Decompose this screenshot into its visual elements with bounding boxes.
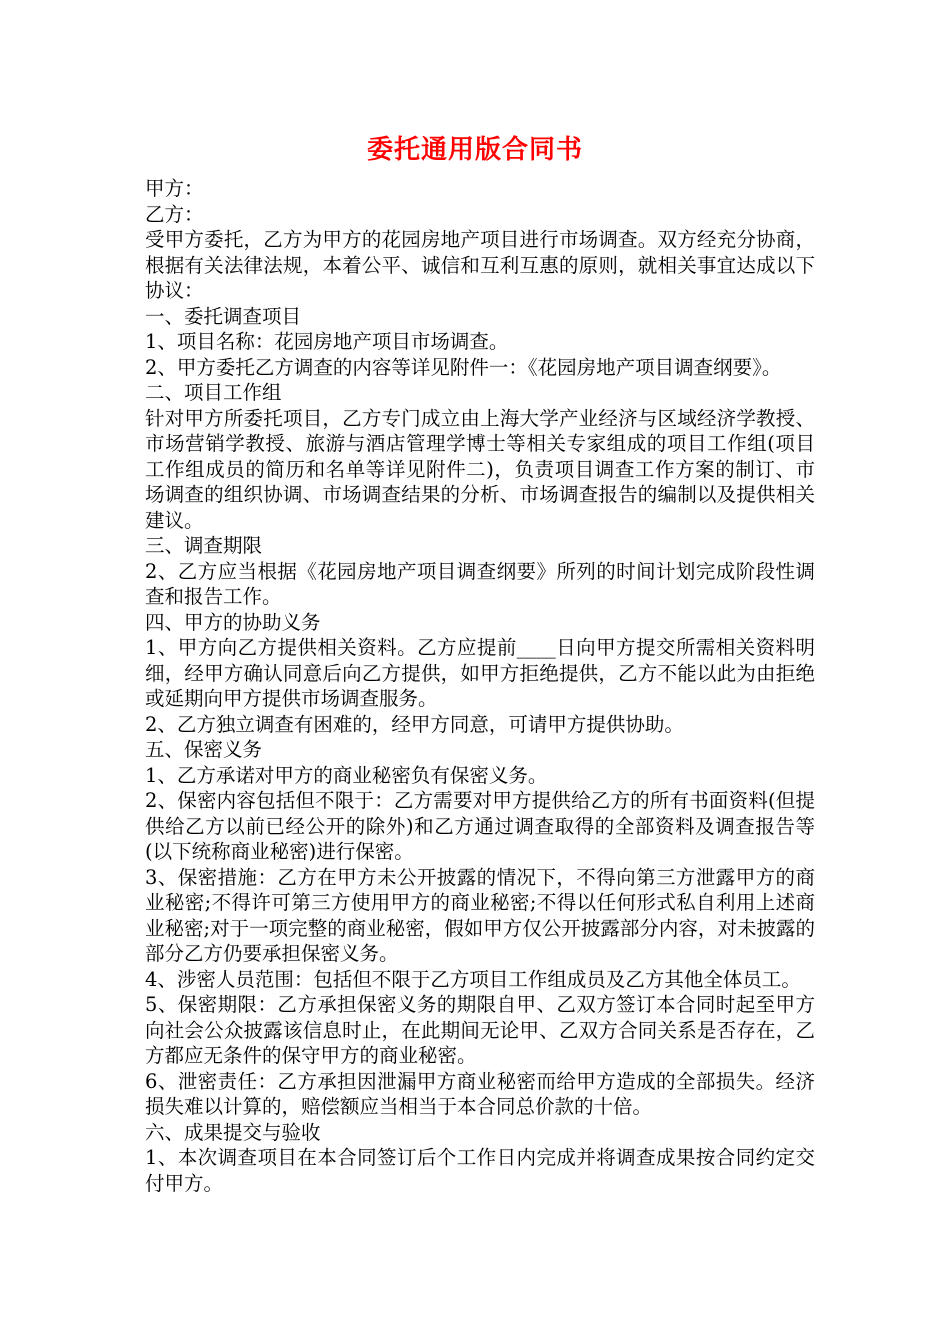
section-heading-1: 一、委托调查项目 (145, 304, 302, 328)
party-a-line: 甲方： (145, 177, 204, 200)
document-body (145, 176, 815, 1196)
section-heading-5: 五、保密义务 (145, 738, 263, 761)
clause-5-4: 4、涉密人员范围：包括但不限于乙方项目工作组成员及乙方其他全体员工。 (145, 967, 801, 991)
clause-2-body: 针对甲方所委托项目，乙方专门成立由上海大学产业经济与区域经济学教授、市场营销学教授、旅游与酒店管理学博士等相关专家组成的项目工作组(项目工作组成员的简历和名单等详见附件二)，负责项目调查工作方案的制订、市场调查的组织协调、市场调查结果的分析、市场调查报告的编制以及提供相关建议。 (145, 406, 815, 532)
clause-4-1: 1、甲方向乙方提供相关资料。乙方应提前____日向甲方提交所需相关资料明细，经甲方确认同意后向乙方提供，如甲方拒绝提供，乙方不能以此为由拒绝或延期向甲方提供市场调查服务。 (145, 636, 815, 710)
clause-5-5: 5、保密期限：乙方承担保密义务的期限自甲、乙双方签订本合同时起至甲方向社会公众披露该信息时止，在此期间无论甲、乙双方合同关系是否存在，乙方都应无条件的保守甲方的商业秘密。 (145, 993, 815, 1067)
section-heading-4: 四、甲方的协助义务 (145, 610, 321, 634)
party-b-line: 乙方： (145, 202, 204, 226)
clause-1-1: 1、项目名称：花园房地产项目市场调查。 (145, 330, 509, 353)
clause-5-3: 3、保密措施：乙方在甲方未公开披露的情况下，不得向第三方泄露甲方的商业秘密;不得许可第三方使用甲方的商业秘密;不得以任何形式私自利用上述商业秘密;对于一项完整的商业秘密，假如甲方仅公开披露部分内容，对未披露的部分乙方仍要承担保密义务。 (145, 865, 815, 965)
clause-4-2: 2、乙方独立调查有困难的，经甲方同意，可请甲方提供协助。 (145, 712, 684, 736)
clause-1-2: 2、甲方委托乙方调查的内容等详见附件一：《花园房地产项目调查纲要》。 (145, 355, 782, 379)
clause-5-2: 2、保密内容包括但不限于：乙方需要对甲方提供给乙方的所有书面资料(但提供给乙方以前已经公开的除外)和乙方通过调查取得的全部资料及调查报告等(以下统称商业秘密)进行保密。 (145, 789, 815, 863)
clause-5-1: 1、乙方承诺对甲方的商业秘密负有保密义务。 (145, 763, 548, 787)
clause-5-6: 6、泄密责任：乙方承担因泄漏甲方商业秘密而给甲方造成的全部损失。经济损失难以计算的，赔偿额应当相当于本合同总价款的十倍。 (145, 1069, 815, 1118)
clause-6-1: 1、本次调查项目在本合同签订后个工作日内完成并将调查成果按合同约定交付甲方。 (145, 1146, 815, 1195)
clause-3-2: 2、乙方应当根据《花园房地产项目调查纲要》所列的时间计划完成阶段性调查和报告工作。 (145, 559, 815, 608)
section-heading-3: 三、调查期限 (145, 534, 263, 557)
section-heading-2: 二、项目工作组 (145, 381, 282, 404)
preamble-paragraph: 受甲方委托，乙方为甲方的花园房地产项目进行市场调查。双方经充分协商，根据有关法律法规，本着公平、诚信和互利互惠的原则，就相关事宜达成以下协议： (145, 228, 815, 302)
document-title: 委托通用版合同书 (366, 135, 583, 165)
section-heading-6: 六、成果提交与验收 (145, 1120, 321, 1144)
